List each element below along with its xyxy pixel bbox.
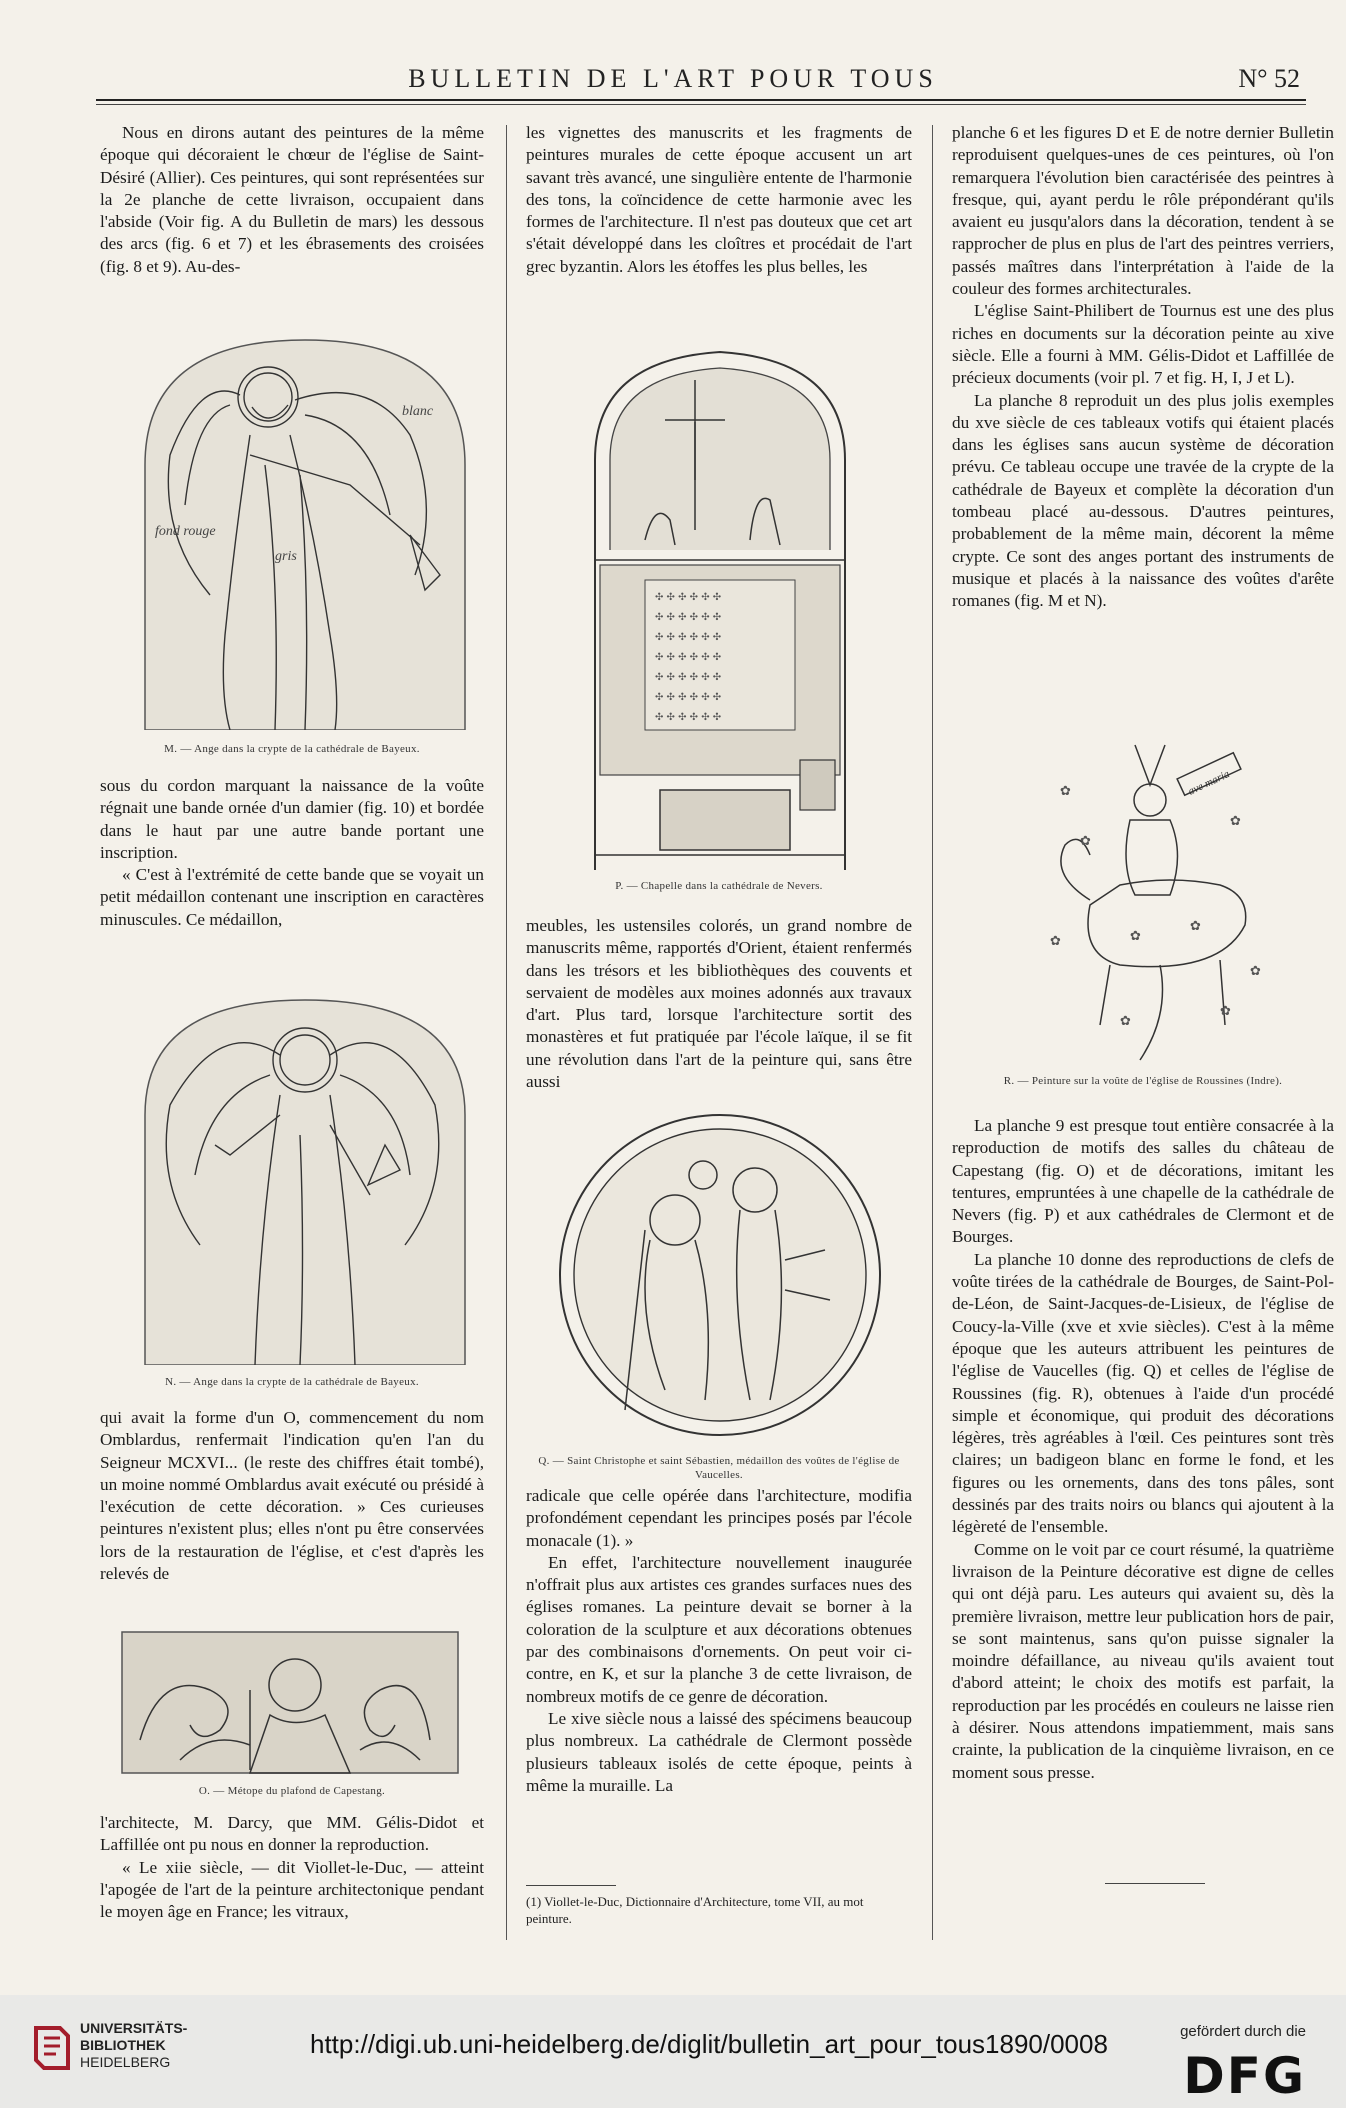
column-divider [932, 125, 933, 1940]
figure-n-angel [140, 995, 470, 1365]
paragraph: La planche 9 est presque tout entière consacrée à la reproduction de motifs des salles du château de Capestang (fig. O) et de décorations, imitant les tentures, empruntées à une chapelle de la cathédrale de Nevers (fig. P) et aux cathédrales de Clermont et de Bourges. [952, 1116, 1334, 1247]
figure-o-metope [120, 1630, 460, 1775]
paragraph: La planche 8 reproduit un des plus jolis exemples du xve siècle de ces tableaux votifs qui étaient placés dans les églises sans aucun système de décoration prévu. Ce tableau occupe une travée de la crypte de la cathédrale de Bayeux et complète la décoration d'un tombeau placé au-dessous. D'autres peintures, probablement de la même main, décorent la même crypte. Ce sont des anges portant des instruments de musique et placés à la naissance des voûtes d'arête romanes (fig. M et N). [952, 390, 1334, 611]
paragraph: Le xive siècle nous a laissé des spécimens beaucoup plus nombreux. La cathédrale de Clermont possède plusieurs tableaux isolés de cette époque, peints à même la muraille. La [526, 1708, 912, 1795]
figure-q-medallion [555, 1110, 885, 1440]
column-2-bottom [526, 1485, 912, 1797]
paragraph: L'église Saint-Philibert de Tournus est une des plus riches en documents sur la décoration peinte au xive siècle. Elle a fourni à MM. Gélis-Didot et Laffillée de précieux documents (voir pl. 7 et fig. H, I, J et L). [952, 301, 1334, 388]
paragraph: Nous en dirons autant des peintures de la même époque qui décoraient le chœur de l'église de Saint-Désiré (Allier). Ces peintures, qui sont représentées sur la 2e planche de cette livraison, occupaient dans l'abside (Voir fig. A du Bulletin de mars) les dessous des arcs (fig. 6 et 7) et les ébrasements des croisées (fig. 8 et 9). Au-des- [100, 123, 484, 276]
paragraph: En effet, l'architecture nouvellement inaugurée n'offrait plus aux artistes ces grandes surfaces nues des églises romanes. La peinture devait se borner à la coloration de la sculpture et aux décorations obtenues par des combinaisons d'ornements. On peut voir ci-contre, en K, et sur la planche 3 de cette livraison, de nombreux motifs de ce genre de décoration. [526, 1552, 912, 1706]
column-3-top [952, 122, 1334, 613]
svg-text:✿: ✿ [1220, 1004, 1231, 1019]
university-library-logo-icon [32, 2022, 72, 2072]
paragraph: planche 6 et les figures D et E de notre dernier Bulletin reproduisent quelques-unes de ces peintures, où l'on remarquera l'évolution bien caractérisée des peintres à fresque, qui, ayant perdu le rôle prépondérant qu'ils avaient eu jusqu'alors dans la décoration, tendent à se rapprocher de plus en plus de l'art des peintres verriers, passés maîtres dans l'interprétation à l'aide de la couleur des formes architecturales. [952, 123, 1334, 299]
paragraph: Comme on le voit par ce court résumé, la quatrième livraison de la Peinture décorative est digne de celles qui ont déjà paru. Les auteurs qui avaient su, dès la première livraison, mettre leur publication hors de pair, se sont maintenus, sans qu'on puisse signaler la moindre défaillance, au niveau qu'ils avaient tout d'abord atteint; le choix des motifs est parfait, la reproduction par les procédés en couleurs ne laisse rien à désirer. Nous attendons impatiemment, mais sans crainte, la publication de la cinquième livraison, en ce moment sous presse. [952, 1539, 1334, 1782]
svg-text:✿: ✿ [1120, 1014, 1131, 1029]
running-title: BULLETIN DE L'ART POUR TOUS [408, 64, 938, 93]
footnote-rule [526, 1885, 616, 1886]
svg-text:✣ ✣ ✣ ✣ ✣ ✣: ✣ ✣ ✣ ✣ ✣ ✣ [655, 592, 722, 603]
column-2-middle [526, 915, 912, 1093]
column-divider [506, 125, 507, 1940]
caption-n: N. — Ange dans la crypte de la cathédrale de Bayeux. [165, 1376, 419, 1388]
svg-text:✿: ✿ [1190, 919, 1201, 934]
caption-o: O. — Métope du plafond de Capestang. [198, 1785, 386, 1797]
svg-text:✿: ✿ [1250, 964, 1261, 979]
library-name: UNIVERSITÄTS- BIBLIOTHEK HEIDELBERG [80, 2020, 188, 2070]
svg-text:✿: ✿ [1080, 834, 1091, 849]
column-1-lower [100, 1407, 484, 1585]
figure-r-vault-painting [1020, 725, 1290, 1065]
svg-text:✣ ✣ ✣ ✣ ✣ ✣: ✣ ✣ ✣ ✣ ✣ ✣ [655, 612, 722, 623]
caption-r: R. — Peinture sur la voûte de l'église de Roussines (Indre). [1003, 1075, 1283, 1087]
label-blanc: blanc [402, 404, 434, 419]
footnote: (1) Viollet-le-Duc, Dictionnaire d'Architecture, tome VII, au mot peinture. [526, 1894, 864, 1926]
svg-text:✣ ✣ ✣ ✣ ✣ ✣: ✣ ✣ ✣ ✣ ✣ ✣ [655, 692, 722, 703]
svg-text:✿: ✿ [1230, 814, 1241, 829]
label-gris: gris [275, 549, 297, 564]
digitization-footer [0, 1995, 1346, 2108]
banner-text: ave maria [1186, 768, 1232, 798]
header-rule [96, 99, 1306, 101]
paragraph: qui avait la forme d'un O, commencement du nom Omblardus, renfermait l'indication qu'en l'an du Seigneur MCXVI... (le reste des chiffres était tombé), un moine nommé Omblardus avait exécuté ou présidé à l'exécution de cette décoration. » Ces curieuses peintures n'existent plus; elles n'ont pu être conservées lors de la restauration de l'église, et c'est d'après les relevés de [100, 1408, 484, 1584]
column-1-middle [100, 775, 484, 931]
paragraph: « C'est à l'extrémité de cette bande que se voyait un petit médaillon contenant une inscription en caractères minuscules. Ce médaillon, [100, 865, 484, 929]
figure-m-angel [140, 335, 470, 730]
label-fond-rouge: fond rouge [155, 524, 216, 539]
end-rule [1105, 1883, 1205, 1884]
issue-number: N° 52 [1238, 64, 1300, 93]
caption-q: Q. — Saint Christophe et saint Sébastien, médaillon des voûtes de l'église de Vaucelles. [538, 1455, 900, 1481]
svg-text:✣ ✣ ✣ ✣ ✣ ✣: ✣ ✣ ✣ ✣ ✣ ✣ [655, 672, 722, 683]
paragraph: radicale que celle opérée dans l'architecture, modifia profondément cependant les principes posés par l'école monacale (1). » [526, 1486, 912, 1550]
paragraph: les vignettes des manuscrits et les fragments de peintures murales de cette époque accusent un art savant très avancé, une singulière entente de l'harmonie des tons, la coïncidence de cette harmonie avec les formes de l'architecture. Il n'est pas douteux que cet art s'était développé dans les cloîtres et procédait de l'art grec byzantin. Alors les étoffes les plus belles, les [526, 123, 912, 276]
funding-label: gefördert durch die [1180, 2023, 1306, 2040]
svg-text:✿: ✿ [1050, 934, 1061, 949]
svg-text:✣ ✣ ✣ ✣ ✣ ✣: ✣ ✣ ✣ ✣ ✣ ✣ [655, 712, 722, 723]
permalink-url[interactable]: http://digi.ub.uni-heidelberg.de/diglit/bulletin_art_pour_tous1890/0008 [310, 2029, 1108, 2059]
paragraph: l'architecte, M. Darcy, que MM. Gélis-Didot et Laffillée ont pu nous en donner la reproduction. [100, 1813, 484, 1855]
paragraph: La planche 10 donne des reproductions de clefs de voûte tirées de la cathédrale de Bourges, de Saint-Pol-de-Léon, de Saint-Jacques-de-Lisieux, de l'église de Coucy-la-Ville (xve et xvie siècles). C'est à la même époque que les auteurs attribuent les peintures de l'église de Vaucelles (fig. Q) et celles de l'église de Roussines (fig. R), obtenues à l'aide d'un procédé simple et économique, qui produit des décorations légères, très agréables à l'œil. Ces peintures sont très claires; un badigeon blanc en forme le fond, et les figures ou les ornements, dans des tons pâles, sont dessinés par des traits noirs ou blancs qui ajoutent à la légèreté de l'ensemble. [952, 1249, 1334, 1537]
caption-p: P. — Chapelle dans la cathédrale de Nevers. [615, 880, 823, 892]
header-rule-thin [96, 104, 1306, 105]
caption-m: M. — Ange dans la crypte de la cathédrale de Bayeux. [164, 743, 420, 755]
paragraph: meubles, les ustensiles colorés, un grand nombre de manuscrits même, rapportés d'Orient, étaient renfermés dans les trésors et les bibliothèques des couvents et servaient de modèles aux moines adonnés aux travaux d'art. Plus tard, lorsque l'architecture sortit des monastères et fut pratiquée par l'école laïque, il se fit une révolution dans l'art de la peinture qui, sans être aussi [526, 916, 912, 1092]
svg-text:✿: ✿ [1130, 929, 1141, 944]
column-1-bottom [100, 1812, 484, 1923]
svg-text:✣ ✣ ✣ ✣ ✣ ✣: ✣ ✣ ✣ ✣ ✣ ✣ [655, 632, 722, 643]
column-1-top [100, 122, 484, 278]
paragraph: sous du cordon marquant la naissance de la voûte régnait une bande ornée d'un damier (fig. 10) et bordée dans le haut par une autre bande portant une inscription. [100, 776, 484, 862]
dfg-logo: DFG [1183, 2047, 1306, 2105]
paragraph: « Le xiie siècle, — dit Viollet-le-Duc, — atteint l'apogée de l'art de la peinture architectonique pendant le moyen âge en France; les vitraux, [100, 1857, 484, 1922]
column-2-top [526, 122, 912, 278]
column-3-bottom [952, 1115, 1334, 1784]
svg-text:✿: ✿ [1060, 784, 1071, 799]
figure-p-chapel [585, 350, 855, 870]
svg-text:✣ ✣ ✣ ✣ ✣ ✣: ✣ ✣ ✣ ✣ ✣ ✣ [655, 652, 722, 663]
